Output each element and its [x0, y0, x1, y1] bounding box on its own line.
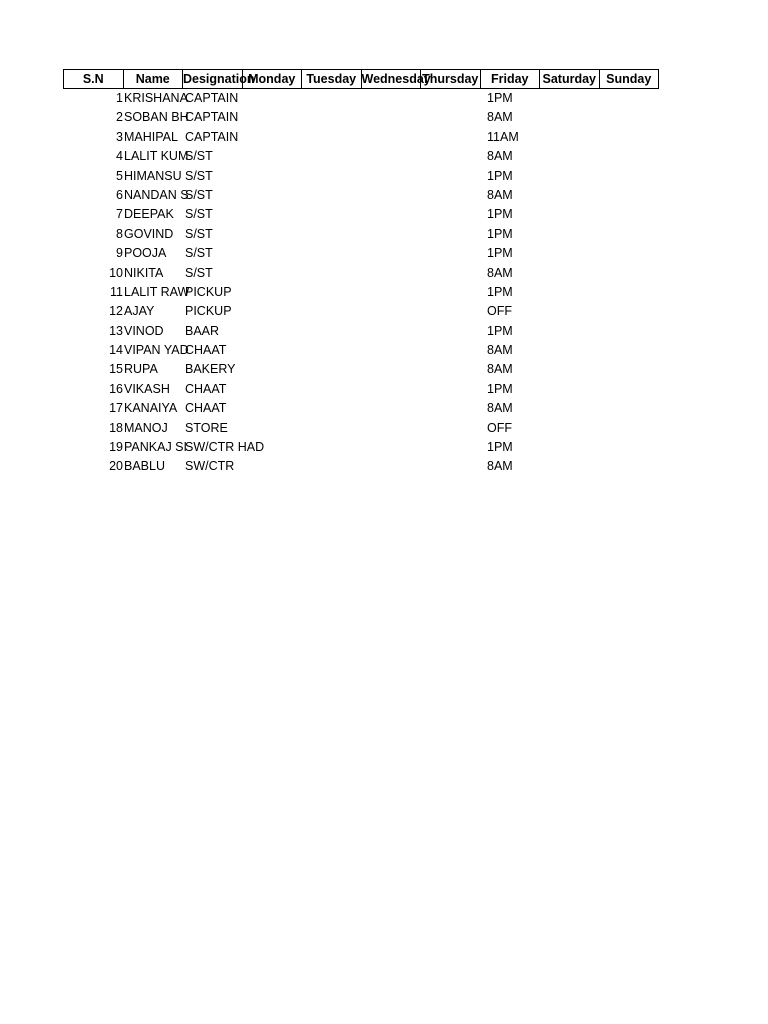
friday-cell: 1PM: [487, 440, 513, 455]
friday-cell: 1PM: [487, 226, 513, 241]
friday-cell: 8AM: [487, 401, 513, 416]
sn-cell: 18: [109, 420, 123, 435]
friday-cell: 8AM: [487, 149, 513, 164]
table-row: [63, 186, 669, 205]
name-cell: RUPA: [124, 362, 158, 377]
table-row: [63, 89, 669, 108]
name-cell: MAHIPAL: [124, 129, 178, 144]
designation-cell: BAKERY: [185, 362, 236, 377]
sn-cell: 5: [116, 168, 123, 183]
header-tuesday: Tuesday: [301, 69, 362, 89]
friday-cell: 8AM: [487, 110, 513, 125]
friday-cell: 8AM: [487, 343, 513, 358]
friday-cell: 1PM: [487, 207, 513, 222]
designation-cell: CAPTAIN: [185, 129, 239, 144]
name-cell: GOVIND: [124, 226, 174, 241]
friday-cell: OFF: [487, 420, 512, 435]
designation-cell: S/ST: [185, 246, 213, 261]
sn-cell: 4: [116, 149, 123, 164]
table-row: [63, 360, 669, 379]
designation-cell: CAPTAIN: [185, 110, 239, 125]
table-row: [63, 205, 669, 224]
sn-cell: 9: [116, 246, 123, 261]
sn-cell: 17: [109, 401, 123, 416]
designation-cell: SW/CTR HAD: [185, 440, 265, 455]
name-cell: VINOD: [124, 323, 164, 338]
name-cell: DEEPAK: [124, 207, 174, 222]
designation-cell: S/ST: [185, 187, 213, 202]
designation-cell: S/ST: [185, 149, 213, 164]
table-row: [63, 380, 669, 399]
name-cell: PANKAJ SI: [124, 440, 187, 455]
sn-cell: 10: [109, 265, 123, 280]
table-row: [63, 283, 669, 302]
header-sn: S.N: [63, 69, 124, 89]
name-cell: LALIT KUM: [124, 149, 189, 164]
sn-cell: 7: [116, 207, 123, 222]
name-cell: MANOJ: [124, 420, 168, 435]
designation-cell: S/ST: [185, 168, 213, 183]
name-cell: AJAY: [124, 304, 155, 319]
friday-cell: 1PM: [487, 91, 513, 105]
designation-cell: PICKUP: [185, 284, 232, 299]
roster-sheet: [63, 69, 669, 477]
friday-cell: 1PM: [487, 284, 513, 299]
table-row: [63, 147, 669, 166]
sn-cell: 19: [109, 440, 123, 455]
sn-cell: 3: [116, 129, 123, 144]
friday-cell: 8AM: [487, 362, 513, 377]
table-row: [63, 225, 669, 244]
name-cell: VIPAN YAD: [124, 343, 189, 358]
table-row: [63, 457, 669, 476]
name-cell: NIKITA: [124, 265, 164, 280]
header-row: [63, 69, 669, 89]
friday-cell: 1PM: [487, 168, 513, 183]
sn-cell: 2: [116, 110, 123, 125]
name-cell: KRISHANA: [124, 91, 188, 105]
designation-cell: S/ST: [185, 265, 213, 280]
table-row: [63, 322, 669, 341]
name-cell: VIKASH: [124, 381, 170, 396]
header-monday: Monday: [242, 69, 303, 89]
table-body: [63, 89, 669, 477]
table-row: [63, 128, 669, 147]
header-saturday: Saturday: [539, 69, 600, 89]
table-row: [63, 438, 669, 457]
header-friday: Friday: [480, 69, 541, 89]
table-row: [63, 419, 669, 438]
designation-cell: CHAAT: [185, 381, 227, 396]
table-row: [63, 167, 669, 186]
designation-cell: S/ST: [185, 207, 213, 222]
friday-cell: 1PM: [487, 381, 513, 396]
sn-cell: 12: [109, 304, 123, 319]
header-sunday: Sunday: [599, 69, 660, 89]
friday-cell: 8AM: [487, 265, 513, 280]
table-row: [63, 302, 669, 321]
friday-cell: OFF: [487, 304, 512, 319]
sn-cell: 14: [109, 343, 123, 358]
table-row: [63, 341, 669, 360]
table-row: [63, 399, 669, 418]
header-wednesday: Wednesday: [361, 69, 422, 89]
sn-cell: 15: [109, 362, 123, 377]
header-name: Name: [123, 69, 184, 89]
designation-cell: SW/CTR: [185, 459, 235, 474]
header-thursday: Thursday: [420, 69, 481, 89]
friday-cell: 8AM: [487, 459, 513, 474]
table-row: [63, 108, 669, 127]
header-designation: Designation: [182, 69, 243, 89]
name-cell: LALIT RAW: [124, 284, 190, 299]
designation-cell: CAPTAIN: [185, 91, 239, 105]
designation-cell: S/ST: [185, 226, 213, 241]
designation-cell: BAAR: [185, 323, 220, 338]
name-cell: BABLU: [124, 459, 165, 474]
designation-cell: STORE: [185, 420, 228, 435]
sn-cell: 16: [109, 381, 123, 396]
name-cell: POOJA: [124, 246, 167, 261]
name-cell: NANDAN S: [124, 187, 189, 202]
designation-cell: CHAAT: [185, 401, 227, 416]
designation-cell: CHAAT: [185, 343, 227, 358]
friday-cell: 8AM: [487, 187, 513, 202]
friday-cell: 1PM: [487, 246, 513, 261]
name-cell: SOBAN BH: [124, 110, 189, 125]
friday-cell: 11AM: [487, 129, 519, 144]
table-row: [63, 244, 669, 263]
friday-cell: 1PM: [487, 323, 513, 338]
sn-cell: 8: [116, 226, 123, 241]
designation-cell: PICKUP: [185, 304, 232, 319]
sn-cell: 6: [116, 187, 123, 202]
sn-cell: 13: [109, 323, 123, 338]
name-cell: HIMANSU: [124, 168, 182, 183]
name-cell: KANAIYA: [124, 401, 178, 416]
table-row: [63, 264, 669, 283]
sn-cell: 11: [110, 284, 123, 299]
sn-cell: 1: [116, 91, 123, 105]
sn-cell: 20: [109, 459, 123, 474]
